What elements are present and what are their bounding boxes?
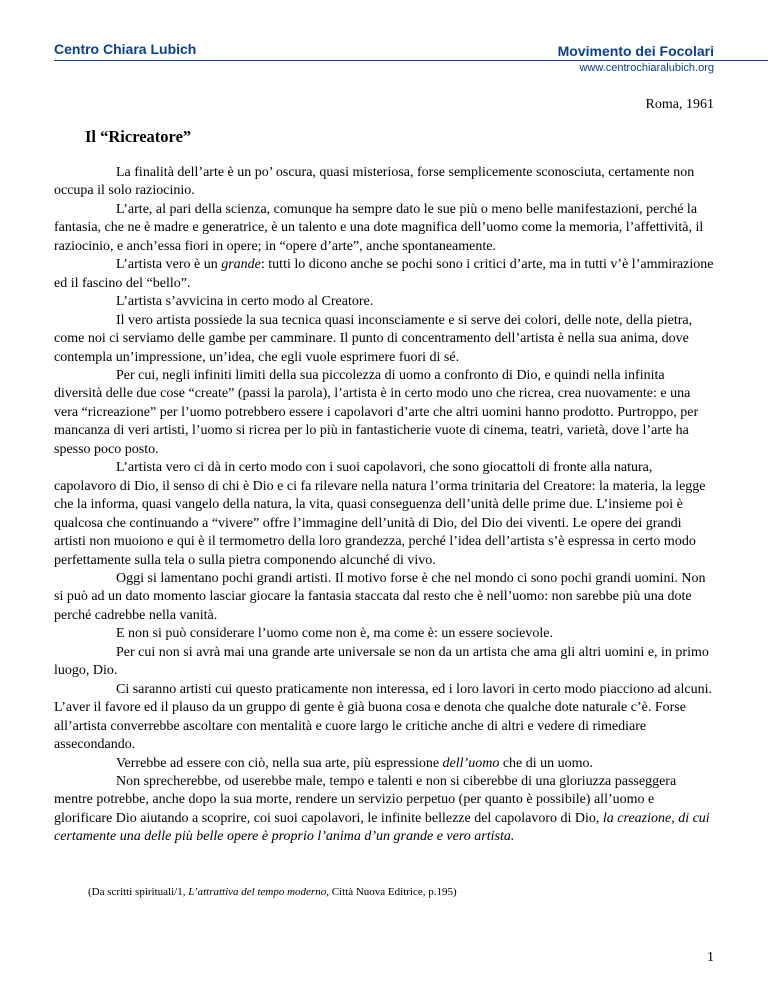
body-paragraph <box>54 201 714 256</box>
source-before: (Da scritti spirituali/1, <box>88 886 189 898</box>
body-paragraph <box>54 625 714 643</box>
header-url[interactable]: www.centrochiaralubich.org <box>579 62 714 74</box>
text-run: Non sprecherebbe, od userebbe male, tempo e talenti e non si ciberebbe di una gloriuzza passeggera mentre potrebbe, anche dopo la sua morte, rendere un servizio perpetuo (per quanto è possibile) all’uomo e glorificare Dio aiutando a scoprire, coi suoi capolavori, le infinite bellezze del capolavoro di Dio, <box>54 773 677 826</box>
text-run: La finalità dell’arte è un po’ oscura, quasi misteriosa, forse semplicemente sconosciuta, certamente non occupa il solo raziocinio. <box>54 165 695 199</box>
text-run: Il vero artista possiede la sua tecnica quasi inconsciamente e si serve dei colori, delle note, della pietra, come noi ci serviamo delle gambe per camminare. Il punto di concentramento dell’artista è nella sua anima, dove contempla un’impressione, un’idea, che egli vuole esprimere fuori di sé. <box>54 312 693 365</box>
text-run: Per cui, negli infiniti limiti della sua piccolezza di uomo a confronto di Dio, e quindi nella infinita diversità delle due cose “create” (passi la parola), l’artista è in certo modo uno che ricrea, crea nuovamente: e una vera “ricreazione” per l’uomo potrebbero essere i capolavori d’arte che altri uomini hanno prodotto. Purtroppo, per mancanza di veri artisti, l’uomo si ricrea per lo più in fantasticherie vuote di cinema, teatri, varietà, dove l’arte ha spesso poco posto. <box>54 367 699 457</box>
header-right-title: Movimento dei Focolari <box>557 43 714 59</box>
text-run: Per cui non si avrà mai una grande arte universale se non da un artista che ama gli altri uomini e, in primo luogo, Dio. <box>54 644 709 679</box>
source-after: , Città Nuova Editrice, p.195) <box>326 886 457 898</box>
header-divider <box>54 60 768 61</box>
body-paragraph <box>54 755 714 773</box>
text-run: E non si può considerare l’uomo come non è, ma come è: un essere socievole. <box>116 626 553 642</box>
body-paragraph <box>54 367 714 459</box>
document-title: Il “Ricreatore” <box>85 127 192 146</box>
italic-run: la creazione, di cui certamente una delle più belle opere è proprio l’anima d’un grande e vero artista. <box>54 810 710 845</box>
text-run: Oggi si lamentano pochi grandi artisti. Il motivo forse è che nel mondo ci sono pochi grandi uomini. Non si può ad un dato momento lasciar giocare la fantasia staccata dal resto che è nell’uomo: non sarebbe più una dote perché cadrebbe nella vanità. <box>54 570 706 623</box>
text-run: L’artista vero è un <box>116 257 222 273</box>
body-paragraph <box>54 256 714 293</box>
body-paragraph <box>54 570 714 625</box>
source-title: L’attrattiva del tempo moderno <box>188 886 327 898</box>
body-paragraph <box>54 644 714 681</box>
text-run: L’artista vero ci dà in certo modo con i suoi capolavori, che sono giocattoli di fronte alla natura, capolavoro di Dio, il senso di chi è Dio e ci fa rilevare nella natura l’orma trinitaria del Creatore: la materia, la legge che la informa, quasi vangelo della natura, la vita, quasi conseguenza dell’unità delle prime due. L’insieme poi è qualcosa che continuando a “vivere” offre l’immagine dell’unità di Dio, del Dio dei viventi. Le opere dei grandi artisti non muoiono e qui è il termometro della loro grandezza, perché l’idea dell’artista s’è espressa in certo modo perfettamente sulla tela o sulla pietra componendo alcunché di vivo. <box>54 460 706 568</box>
body-paragraph <box>54 312 714 367</box>
text-run: L’artista s’avvicina in certo modo al Creatore. <box>116 294 374 310</box>
body-paragraph <box>54 293 714 311</box>
text-run: : tutti lo dicono anche se pochi sono i critici d’arte, ma in tutti v’è l’ammirazione ed il fascino del “bello”. <box>54 257 714 291</box>
text-run: Ci saranno artisti cui questo praticamente non interessa, ed i loro lavori in certo modo piacciono ad alcuni. L’aver il favore ed il plauso da un gruppo di gente è già buona cosa e denota che qualche dote naturale c’è. Forse all’artista converrebbe ascoltare con mentalità e cuore largo le critiche anche di altri e vedere di rimediare assecondando. <box>54 681 712 753</box>
text-run: Verrebbe ad essere con ciò, nella sua arte, più espressione <box>116 755 443 771</box>
body-paragraph <box>54 681 714 755</box>
document-body <box>54 164 714 847</box>
source-citation <box>88 886 457 898</box>
page-number: 1 <box>707 950 714 965</box>
body-paragraph <box>54 459 714 570</box>
text-run: L’arte, al pari della scienza, comunque ha sempre dato le sue più o meno belle manifestazioni, perché la fantasia, che ne è madre e generatrice, è un talento e una dote magnifica dell’uomo come la memoria, l’affettività, il raziocinio, e anch’essa fiori in opere; in “opere d’arte”, anche spontaneamente. <box>54 201 704 254</box>
text-run: che di un uomo. <box>499 755 594 771</box>
body-paragraph <box>54 773 714 847</box>
italic-run: grande <box>221 257 261 273</box>
italic-run: dell’uomo <box>442 755 500 771</box>
place-date: Roma, 1961 <box>645 97 714 112</box>
body-paragraph <box>54 164 714 201</box>
header-left-title: Centro Chiara Lubich <box>54 41 197 57</box>
